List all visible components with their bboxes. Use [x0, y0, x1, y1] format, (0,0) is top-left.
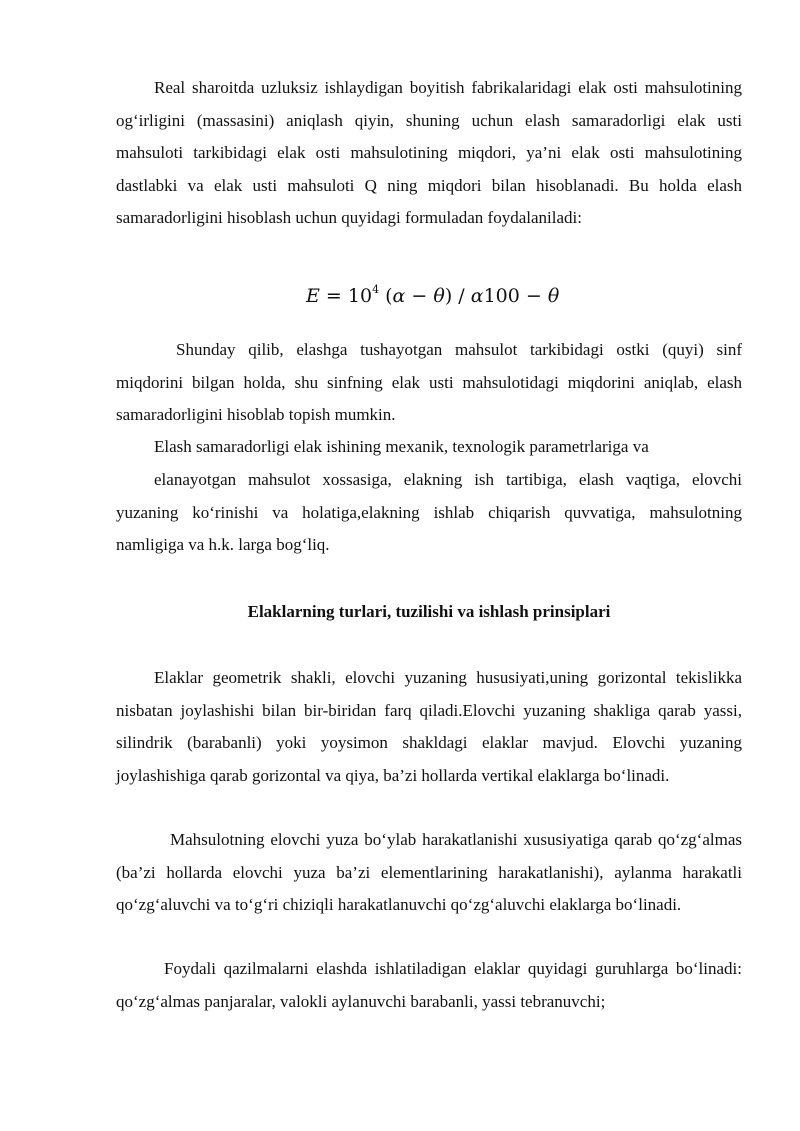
paragraph-factors-first-line: Elash samaradorligi elak ishining mexanik, texnologik parametrlariga va	[154, 437, 649, 456]
paragraph-factors: elanayotgan mahsulot xossasiga, elakning ish tartibiga, elash vaqtiga, elovchi yuzaning ko‘rinishi va holatiga,elakning ishlab chiqarish quvvatiga, mahsulotning namligiga va h.k. larga bog‘liq.	[116, 470, 742, 554]
paragraph-intro: Real sharoitda uzluksiz ishlaydigan boyitish fabrikalaridagi elak osti mahsulotining og‘irligini (massasini) aniqlash qiyin, shuning uchun elash samaradorligi elak usti mahsuloti tarkibidagi elak osti mahsulotining miqdori, ya’ni elak osti mahsulotining dastlabki va elak usti mahsuloti Q ning miqdori bilan hisoblanadi. Bu holda elash samaradorligini hisoblash uchun quyidagi formuladan foydalaniladi:	[116, 78, 742, 227]
paragraph-groups: Foydali qazilmalarni elashda ishlatiladigan elaklar quyidagi guruhlarga bo‘linadi: qo‘zg‘almas panjaralar, valokli aylanuvchi barabanli, yassi tebranuvchi;	[116, 959, 742, 1011]
section-heading: Elaklarning turlari, tuzilishi va ishlash prinsiplari	[247, 602, 611, 621]
paragraph-conclusion: Shunday qilib, elashga tushayotgan mahsulot tarkibidagi ostki (quyi) sinf miqdorini bilgan holda, shu sinfning elak usti mahsulotidagi miqdorini aniqlab, elash samaradorligini hisoblab topish mumkin.	[116, 340, 742, 424]
paragraph-motion: Mahsulotning elovchi yuza bo‘ylab harakatlanishi xususiyatiga qarab qo‘zg‘almas (ba’zi hollarda elovchi yuza ba’zi elementlarining harakatlanishi), aylanma harakatli qo‘zg‘aluvchi va to‘g‘ri chiziqli harakatlanuvchi qo‘zg‘aluvchi elaklarga bo‘linadi.	[116, 830, 742, 914]
efficiency-formula: $E = 10^4$ (α − θ) / α100 − θ	[306, 283, 560, 307]
paragraph-classification: Elaklar geometrik shakli, elovchi yuzaning hususiyati,uning gorizontal tekislikka nisbatan joylashishi bilan bir-biridan farq qiladi.Elovchi yuzaning shakliga qarab yassi, silindrik (barabanli) yoki yoysimon shakldagi elaklar mavjud. Elovchi yuzaning joylashishiga qarab gorizontal va qiya, ba’zi hollarda vertikal elaklarga bo‘linadi.	[116, 668, 742, 785]
